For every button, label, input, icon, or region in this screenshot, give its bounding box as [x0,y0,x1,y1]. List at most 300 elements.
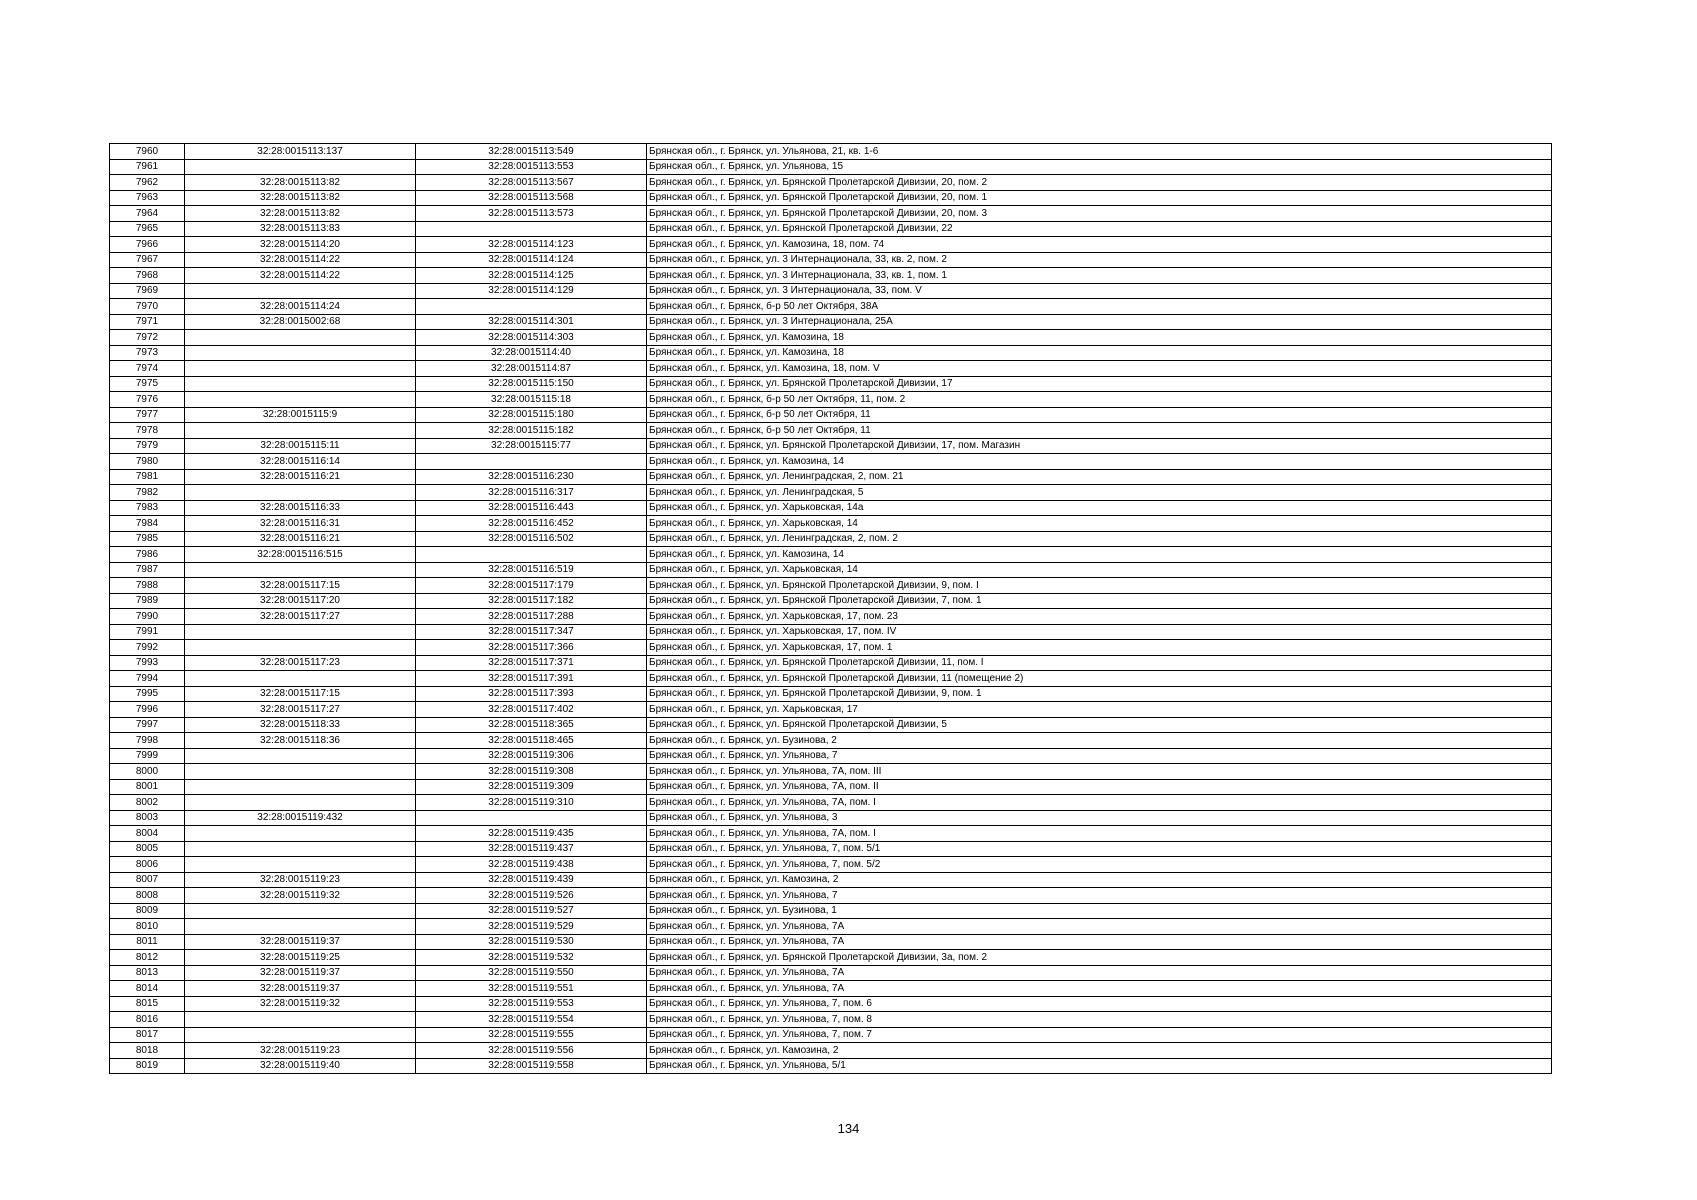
parcel-number-cell: 32:28:0015119:37 [185,934,416,950]
row-number-cell: 7990 [110,609,185,625]
object-number-cell: 32:28:0015114:87 [416,361,647,377]
address-cell: Брянская обл., г. Брянск, ул. Камозина, 18, пом. V [647,361,1552,377]
table-row [110,702,1552,718]
address-cell: Брянская обл., г. Брянск, ул. Ульянова, 3 [647,810,1552,826]
object-number-cell: 32:28:0015116:317 [416,485,647,501]
table-row [110,764,1552,780]
object-number-cell: 32:28:0015118:465 [416,733,647,749]
table-row [110,423,1552,439]
parcel-number-cell: 32:28:0015116:33 [185,500,416,516]
parcel-number-cell: 32:28:0015113:82 [185,206,416,222]
table-row [110,1012,1552,1028]
parcel-number-cell: 32:28:0015119:37 [185,981,416,997]
row-number-cell: 8003 [110,810,185,826]
row-number-cell: 8015 [110,996,185,1012]
parcel-number-cell [185,779,416,795]
table-row [110,1043,1552,1059]
address-cell: Брянская обл., г. Брянск, ул. 3 Интернационала, 33, пом. V [647,283,1552,299]
address-cell: Брянская обл., г. Брянск, ул. Камозина, 14 [647,454,1552,470]
address-cell: Брянская обл., г. Брянск, б-р 50 лет Октября, 11 [647,407,1552,423]
address-cell: Брянская обл., г. Брянск, ул. Ульянова, 7А, пом. I [647,826,1552,842]
table-row [110,330,1552,346]
object-number-cell: 32:28:0015116:519 [416,562,647,578]
address-cell: Брянская обл., г. Брянск, б-р 50 лет Октября, 38А [647,299,1552,315]
row-number-cell: 7976 [110,392,185,408]
parcel-number-cell: 32:28:0015118:33 [185,717,416,733]
parcel-number-cell: 32:28:0015117:15 [185,686,416,702]
parcel-number-cell [185,485,416,501]
row-number-cell: 8013 [110,965,185,981]
object-number-cell: 32:28:0015119:437 [416,841,647,857]
object-number-cell: 32:28:0015119:555 [416,1027,647,1043]
row-number-cell: 8000 [110,764,185,780]
row-number-cell: 8005 [110,841,185,857]
row-number-cell: 7971 [110,314,185,330]
row-number-cell: 7965 [110,221,185,237]
address-cell: Брянская обл., г. Брянск, ул. Ульянова, 7, пом. 5/2 [647,857,1552,873]
object-number-cell: 32:28:0015117:402 [416,702,647,718]
table-row [110,686,1552,702]
row-number-cell: 7968 [110,268,185,284]
table-row [110,562,1552,578]
row-number-cell: 8004 [110,826,185,842]
row-number-cell: 7982 [110,485,185,501]
row-number-cell: 7994 [110,671,185,687]
row-number-cell: 8006 [110,857,185,873]
object-number-cell: 32:28:0015119:309 [416,779,647,795]
table-row [110,903,1552,919]
row-number-cell: 7989 [110,593,185,609]
table-row [110,361,1552,377]
table-row [110,485,1552,501]
parcel-number-cell: 32:28:0015115:11 [185,438,416,454]
object-number-cell: 32:28:0015117:391 [416,671,647,687]
row-number-cell: 7991 [110,624,185,640]
table-row [110,934,1552,950]
table-row [110,314,1552,330]
table-row [110,438,1552,454]
table-row [110,888,1552,904]
row-number-cell: 7980 [110,454,185,470]
address-cell: Брянская обл., г. Брянск, ул. Ульянова, 7, пом. 6 [647,996,1552,1012]
parcel-number-cell: 32:28:0015114:22 [185,268,416,284]
address-cell: Брянская обл., г. Брянск, ул. Харьковская, 17, пом. 1 [647,640,1552,656]
row-number-cell: 7983 [110,500,185,516]
object-number-cell: 32:28:0015119:308 [416,764,647,780]
parcel-number-cell [185,392,416,408]
registry-table-body [110,144,1552,1074]
table-row [110,407,1552,423]
row-number-cell: 7962 [110,175,185,191]
row-number-cell: 7969 [110,283,185,299]
address-cell: Брянская обл., г. Брянск, ул. Ульянова, 7А, пом. II [647,779,1552,795]
table-row [110,795,1552,811]
parcel-number-cell: 32:28:0015119:432 [185,810,416,826]
row-number-cell: 8007 [110,872,185,888]
address-cell: Брянская обл., г. Брянск, ул. Брянской Пролетарской Дивизии, 17, пом. Магазин [647,438,1552,454]
row-number-cell: 8009 [110,903,185,919]
parcel-number-cell [185,857,416,873]
parcel-number-cell: 32:28:0015118:36 [185,733,416,749]
object-number-cell: 32:28:0015119:439 [416,872,647,888]
address-cell: Брянская обл., г. Брянск, ул. Камозина, 2 [647,1043,1552,1059]
object-number-cell: 32:28:0015114:124 [416,252,647,268]
address-cell: Брянская обл., г. Брянск, ул. Ульянова, 7А [647,919,1552,935]
table-row [110,237,1552,253]
parcel-number-cell: 32:28:0015116:14 [185,454,416,470]
table-row [110,826,1552,842]
address-cell: Брянская обл., г. Брянск, ул. Ульянова, 7, пом. 7 [647,1027,1552,1043]
table-row [110,531,1552,547]
row-number-cell: 7967 [110,252,185,268]
address-cell: Брянская обл., г. Брянск, ул. Ульянова, 21, кв. 1-6 [647,144,1552,160]
object-number-cell: 32:28:0015115:150 [416,376,647,392]
object-number-cell: 32:28:0015116:452 [416,516,647,532]
object-number-cell: 32:28:0015119:529 [416,919,647,935]
object-number-cell: 32:28:0015119:550 [416,965,647,981]
address-cell: Брянская обл., г. Брянск, ул. Камозина, 18 [647,330,1552,346]
object-number-cell [416,810,647,826]
table-row [110,578,1552,594]
table-row [110,268,1552,284]
object-number-cell: 32:28:0015119:530 [416,934,647,950]
table-row [110,299,1552,315]
row-number-cell: 7977 [110,407,185,423]
parcel-number-cell [185,640,416,656]
row-number-cell: 8002 [110,795,185,811]
address-cell: Брянская обл., г. Брянск, ул. Харьковская, 17, пом. 23 [647,609,1552,625]
address-cell: Брянская обл., г. Брянск, ул. Бузинова, 2 [647,733,1552,749]
row-number-cell: 8018 [110,1043,185,1059]
table-row [110,950,1552,966]
object-number-cell: 32:28:0015119:306 [416,748,647,764]
table-row [110,671,1552,687]
object-number-cell: 32:28:0015116:502 [416,531,647,547]
table-row [110,376,1552,392]
address-cell: Брянская обл., г. Брянск, ул. Камозина, 2 [647,872,1552,888]
table-row [110,981,1552,997]
object-number-cell: 32:28:0015119:526 [416,888,647,904]
parcel-number-cell: 32:28:0015114:22 [185,252,416,268]
table-row [110,221,1552,237]
row-number-cell: 7986 [110,547,185,563]
row-number-cell: 8019 [110,1058,185,1074]
row-number-cell: 7993 [110,655,185,671]
object-number-cell: 32:28:0015113:568 [416,190,647,206]
object-number-cell: 32:28:0015116:230 [416,469,647,485]
page-number: 134 [837,1121,860,1136]
object-number-cell: 32:28:0015119:532 [416,950,647,966]
parcel-number-cell [185,903,416,919]
address-cell: Брянская обл., г. Брянск, ул. Ульянова, 7А, пом. I [647,795,1552,811]
address-cell: Брянская обл., г. Брянск, ул. Камозина, 18 [647,345,1552,361]
parcel-number-cell: 32:28:0015119:25 [185,950,416,966]
parcel-number-cell [185,1027,416,1043]
parcel-number-cell: 32:28:0015113:82 [185,190,416,206]
parcel-number-cell [185,423,416,439]
row-number-cell: 7979 [110,438,185,454]
address-cell: Брянская обл., г. Брянск, ул. Брянской Пролетарской Дивизии, 9, пом. 1 [647,686,1552,702]
table-row [110,655,1552,671]
object-number-cell: 32:28:0015113:549 [416,144,647,160]
table-row [110,609,1552,625]
object-number-cell: 32:28:0015114:301 [416,314,647,330]
address-cell: Брянская обл., г. Брянск, б-р 50 лет Октября, 11, пом. 2 [647,392,1552,408]
table-row [110,175,1552,191]
object-number-cell: 32:28:0015114:123 [416,237,647,253]
table-row [110,748,1552,764]
table-row [110,454,1552,470]
parcel-number-cell: 32:28:0015119:23 [185,872,416,888]
parcel-number-cell: 32:28:0015113:137 [185,144,416,160]
table-row [110,996,1552,1012]
object-number-cell: 32:28:0015117:288 [416,609,647,625]
object-number-cell: 32:28:0015119:310 [416,795,647,811]
parcel-number-cell [185,748,416,764]
parcel-number-cell [185,562,416,578]
table-row [110,516,1552,532]
address-cell: Брянская обл., г. Брянск, ул. Ульянова, 7 [647,888,1552,904]
registry-table [109,143,1552,1074]
row-number-cell: 7996 [110,702,185,718]
address-cell: Брянская обл., г. Брянск, ул. Брянской Пролетарской Дивизии, 9, пом. I [647,578,1552,594]
object-number-cell: 32:28:0015113:553 [416,159,647,175]
table-row [110,919,1552,935]
table-row [110,717,1552,733]
object-number-cell: 32:28:0015117:347 [416,624,647,640]
address-cell: Брянская обл., г. Брянск, ул. Ульянова, 7А [647,965,1552,981]
address-cell: Брянская обл., г. Брянск, ул. Ленинградская, 5 [647,485,1552,501]
address-cell: Брянская обл., г. Брянск, ул. Ульянова, 7А [647,934,1552,950]
object-number-cell: 32:28:0015119:554 [416,1012,647,1028]
parcel-number-cell: 32:28:0015113:82 [185,175,416,191]
object-number-cell: 32:28:0015114:129 [416,283,647,299]
table-row [110,779,1552,795]
row-number-cell: 7988 [110,578,185,594]
address-cell: Брянская обл., г. Брянск, ул. Брянской Пролетарской Дивизии, 11, пом. I [647,655,1552,671]
address-cell: Брянская обл., г. Брянск, ул. Брянской Пролетарской Дивизии, 22 [647,221,1552,237]
parcel-number-cell [185,624,416,640]
row-number-cell: 7975 [110,376,185,392]
table-row [110,810,1552,826]
parcel-number-cell [185,826,416,842]
address-cell: Брянская обл., г. Брянск, ул. Ульянова, 7А, пом. III [647,764,1552,780]
parcel-number-cell: 32:28:0015115:9 [185,407,416,423]
row-number-cell: 8012 [110,950,185,966]
table-row [110,1027,1552,1043]
address-cell: Брянская обл., г. Брянск, ул. Ульянова, 7, пом. 8 [647,1012,1552,1028]
address-cell: Брянская обл., г. Брянск, ул. Ульянова, 15 [647,159,1552,175]
parcel-number-cell: 32:28:0015116:21 [185,469,416,485]
object-number-cell: 32:28:0015119:435 [416,826,647,842]
address-cell: Брянская обл., г. Брянск, ул. Брянской Пролетарской Дивизии, 11 (помещение 2) [647,671,1552,687]
address-cell: Брянская обл., г. Брянск, ул. 3 Интернационала, 25А [647,314,1552,330]
table-row [110,500,1552,516]
address-cell: Брянская обл., г. Брянск, ул. 3 Интернационала, 33, кв. 2, пом. 2 [647,252,1552,268]
object-number-cell: 32:28:0015115:180 [416,407,647,423]
row-number-cell: 7995 [110,686,185,702]
object-number-cell: 32:28:0015113:567 [416,175,647,191]
row-number-cell: 7966 [110,237,185,253]
table-row [110,640,1552,656]
object-number-cell: 32:28:0015113:573 [416,206,647,222]
table-row [110,392,1552,408]
row-number-cell: 7999 [110,748,185,764]
address-cell: Брянская обл., г. Брянск, ул. Ульянова, 7, пом. 5/1 [647,841,1552,857]
address-cell: Брянская обл., г. Брянск, ул. Брянской Пролетарской Дивизии, 3а, пом. 2 [647,950,1552,966]
address-cell: Брянская обл., г. Брянск, ул. Харьковская, 14а [647,500,1552,516]
object-number-cell: 32:28:0015118:365 [416,717,647,733]
address-cell: Брянская обл., г. Брянск, ул. Брянской Пролетарской Дивизии, 20, пом. 1 [647,190,1552,206]
object-number-cell: 32:28:0015119:553 [416,996,647,1012]
table-row [110,857,1552,873]
object-number-cell [416,547,647,563]
object-number-cell: 32:28:0015117:371 [416,655,647,671]
parcel-number-cell: 32:28:0015117:27 [185,609,416,625]
object-number-cell: 32:28:0015119:558 [416,1058,647,1074]
parcel-number-cell: 32:28:0015117:20 [185,593,416,609]
row-number-cell: 7992 [110,640,185,656]
parcel-number-cell [185,376,416,392]
table-row [110,252,1552,268]
object-number-cell: 32:28:0015114:125 [416,268,647,284]
table-row [110,144,1552,160]
row-number-cell: 7985 [110,531,185,547]
table-row [110,159,1552,175]
address-cell: Брянская обл., г. Брянск, ул. Ульянова, 5/1 [647,1058,1552,1074]
table-row [110,593,1552,609]
parcel-number-cell: 32:28:0015119:32 [185,996,416,1012]
row-number-cell: 7963 [110,190,185,206]
object-number-cell: 32:28:0015119:556 [416,1043,647,1059]
row-number-cell: 7972 [110,330,185,346]
row-number-cell: 8001 [110,779,185,795]
parcel-number-cell [185,345,416,361]
object-number-cell: 32:28:0015117:366 [416,640,647,656]
address-cell: Брянская обл., г. Брянск, ул. Ленинградская, 2, пом. 21 [647,469,1552,485]
object-number-cell: 32:28:0015117:182 [416,593,647,609]
address-cell: Брянская обл., г. Брянск, ул. Брянской Пролетарской Дивизии, 17 [647,376,1552,392]
table-row [110,469,1552,485]
parcel-number-cell: 32:28:0015119:40 [185,1058,416,1074]
table-row [110,841,1552,857]
parcel-number-cell: 32:28:0015117:27 [185,702,416,718]
row-number-cell: 7961 [110,159,185,175]
row-number-cell: 7984 [110,516,185,532]
object-number-cell: 32:28:0015114:40 [416,345,647,361]
parcel-number-cell: 32:28:0015116:515 [185,547,416,563]
object-number-cell: 32:28:0015119:438 [416,857,647,873]
row-number-cell: 8010 [110,919,185,935]
object-number-cell: 32:28:0015117:179 [416,578,647,594]
address-cell: Брянская обл., г. Брянск, ул. Ульянова, 7А [647,981,1552,997]
address-cell: Брянская обл., г. Брянск, ул. Харьковская, 14 [647,516,1552,532]
row-number-cell: 8008 [110,888,185,904]
address-cell: Брянская обл., г. Брянск, ул. Ленинградская, 2, пом. 2 [647,531,1552,547]
row-number-cell: 7974 [110,361,185,377]
parcel-number-cell: 32:28:0015113:83 [185,221,416,237]
parcel-number-cell [185,1012,416,1028]
object-number-cell: 32:28:0015115:77 [416,438,647,454]
parcel-number-cell [185,283,416,299]
object-number-cell: 32:28:0015114:303 [416,330,647,346]
parcel-number-cell: 32:28:0015116:21 [185,531,416,547]
parcel-number-cell: 32:28:0015116:31 [185,516,416,532]
address-cell: Брянская обл., г. Брянск, ул. Камозина, 18, пом. 74 [647,237,1552,253]
row-number-cell: 8011 [110,934,185,950]
address-cell: Брянская обл., г. Брянск, ул. Брянской Пролетарской Дивизии, 20, пом. 2 [647,175,1552,191]
row-number-cell: 7978 [110,423,185,439]
row-number-cell: 7973 [110,345,185,361]
parcel-number-cell: 32:28:0015119:32 [185,888,416,904]
row-number-cell: 8016 [110,1012,185,1028]
row-number-cell: 8014 [110,981,185,997]
parcel-number-cell: 32:28:0015114:20 [185,237,416,253]
address-cell: Брянская обл., г. Брянск, ул. Брянской Пролетарской Дивизии, 5 [647,717,1552,733]
object-number-cell [416,299,647,315]
row-number-cell: 7981 [110,469,185,485]
row-number-cell: 7987 [110,562,185,578]
row-number-cell: 7970 [110,299,185,315]
address-cell: Брянская обл., г. Брянск, ул. Харьковская, 17 [647,702,1552,718]
parcel-number-cell [185,795,416,811]
table-row [110,190,1552,206]
parcel-number-cell [185,159,416,175]
object-number-cell [416,454,647,470]
parcel-number-cell: 32:28:0015117:15 [185,578,416,594]
parcel-number-cell: 32:28:0015114:24 [185,299,416,315]
table-row [110,624,1552,640]
parcel-number-cell: 32:28:0015117:23 [185,655,416,671]
address-cell: Брянская обл., г. Брянск, б-р 50 лет Октября, 11 [647,423,1552,439]
table-row [110,965,1552,981]
row-number-cell: 7960 [110,144,185,160]
address-cell: Брянская обл., г. Брянск, ул. Ульянова, 7 [647,748,1552,764]
row-number-cell: 8017 [110,1027,185,1043]
address-cell: Брянская обл., г. Брянск, ул. Бузинова, 1 [647,903,1552,919]
table-row [110,206,1552,222]
table-row [110,345,1552,361]
parcel-number-cell [185,671,416,687]
parcel-number-cell: 32:28:0015119:23 [185,1043,416,1059]
object-number-cell: 32:28:0015119:551 [416,981,647,997]
row-number-cell: 7998 [110,733,185,749]
parcel-number-cell [185,841,416,857]
object-number-cell: 32:28:0015119:527 [416,903,647,919]
address-cell: Брянская обл., г. Брянск, ул. Брянской Пролетарской Дивизии, 7, пом. 1 [647,593,1552,609]
parcel-number-cell: 32:28:0015119:37 [185,965,416,981]
table-row [110,547,1552,563]
address-cell: Брянская обл., г. Брянск, ул. Брянской Пролетарской Дивизии, 20, пом. 3 [647,206,1552,222]
table-row [110,733,1552,749]
object-number-cell: 32:28:0015115:18 [416,392,647,408]
object-number-cell: 32:28:0015117:393 [416,686,647,702]
table-row [110,872,1552,888]
parcel-number-cell: 32:28:0015002:68 [185,314,416,330]
object-number-cell: 32:28:0015116:443 [416,500,647,516]
object-number-cell: 32:28:0015115:182 [416,423,647,439]
address-cell: Брянская обл., г. Брянск, ул. Харьковская, 14 [647,562,1552,578]
parcel-number-cell [185,919,416,935]
object-number-cell [416,221,647,237]
table-row [110,283,1552,299]
parcel-number-cell [185,361,416,377]
address-cell: Брянская обл., г. Брянск, ул. 3 Интернационала, 33, кв. 1, пом. 1 [647,268,1552,284]
address-cell: Брянская обл., г. Брянск, ул. Камозина, 14 [647,547,1552,563]
parcel-number-cell [185,764,416,780]
row-number-cell: 7997 [110,717,185,733]
table-row [110,1058,1552,1074]
